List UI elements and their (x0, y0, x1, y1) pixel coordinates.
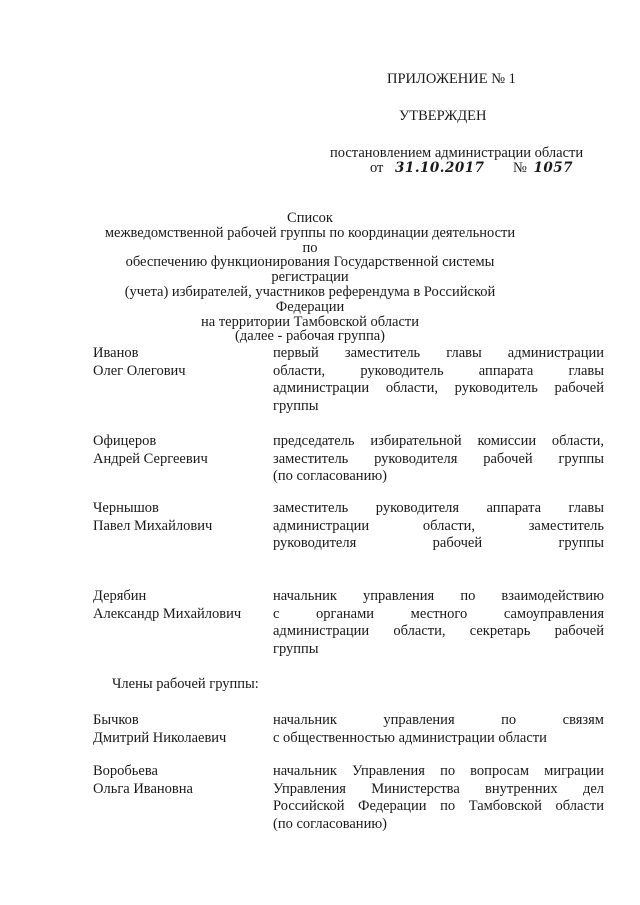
surname: Офицеров (93, 433, 157, 449)
number-label: № (513, 160, 527, 176)
given-names: Андрей Сергеевич (93, 450, 208, 467)
person-role (273, 500, 604, 553)
role-line: администрации области, руководитель рабочей (273, 380, 604, 396)
person-name (93, 345, 268, 380)
given-names: Дмитрий Николаевич (93, 729, 227, 746)
handwritten-date: 31.10.2017 (395, 160, 485, 176)
role-line: начальник управления по взаимодействию (273, 588, 604, 604)
person-name (93, 500, 268, 535)
title-line: на территории Тамбовской области (201, 313, 419, 330)
person-name (93, 588, 268, 623)
given-names: Олег Олегович (93, 362, 186, 379)
role-line: (по согласованию) (273, 468, 387, 484)
person-role (273, 345, 604, 415)
person-name (93, 763, 268, 798)
role-line: руководителя рабочей группы (273, 535, 604, 551)
surname: Бычков (93, 712, 139, 728)
appendix-label: ПРИЛОЖЕНИЕ № 1 (387, 71, 516, 87)
from-label: от (370, 160, 384, 176)
handwritten-number: 1057 (533, 160, 574, 176)
role-line: области, руководитель аппарата главы (273, 362, 604, 379)
title-line: обеспечению функционирования Государственной системы регистрации (125, 254, 495, 286)
role-line: группы (273, 397, 319, 414)
decree-number-row (513, 160, 573, 177)
role-line: (по согласованию) (273, 815, 387, 832)
title-line: (далее - рабочая группа) (235, 328, 385, 345)
decree-date-row (370, 160, 485, 177)
role-line: заместитель руководителя рабочей группы (273, 450, 604, 467)
role-line: Управления Министерства внутренних дел (273, 780, 604, 797)
surname: Иванов (93, 345, 139, 361)
given-names: Павел Михайлович (93, 517, 213, 534)
surname: Дерябин (93, 588, 147, 604)
role-line: Российской Федерации по Тамбовской области (273, 798, 604, 814)
surname: Чернышов (93, 500, 159, 516)
role-line: с органами местного самоуправления (273, 605, 604, 622)
role-line: с общественностью администрации области (273, 729, 547, 746)
person-role (273, 763, 604, 833)
title-line: (учета) избирателей, участников референдума в Российской Федерации (124, 283, 496, 315)
role-line: первый заместитель главы администрации (273, 345, 604, 361)
role-line: администрации области, заместитель (273, 517, 604, 534)
role-line: начальник управления по связям (273, 712, 604, 728)
members-heading: Члены рабочей группы: (112, 676, 259, 692)
role-line: администрации области, секретарь рабочей (273, 623, 604, 639)
decree-line: постановлением администрации области (330, 145, 584, 161)
given-names: Ольга Ивановна (93, 780, 193, 797)
role-line: заместитель руководителя аппарата главы (273, 500, 604, 516)
role-line: начальник Управления по вопросам миграции (273, 763, 604, 779)
document-title (100, 211, 520, 344)
role-line: председатель избирательной комиссии области, (273, 433, 604, 449)
title-heading: Список (287, 210, 333, 226)
approved-label: УТВЕРЖДЕН (399, 108, 487, 124)
person-name (93, 433, 268, 468)
person-role (273, 588, 604, 658)
surname: Воробьева (93, 763, 158, 779)
role-line: группы (273, 640, 319, 657)
person-role (273, 433, 604, 486)
given-names: Александр Михайлович (93, 605, 242, 622)
title-line: межведомственной рабочей группы по координации деятельности по (104, 224, 516, 256)
person-name (93, 712, 268, 747)
person-role (273, 712, 604, 747)
